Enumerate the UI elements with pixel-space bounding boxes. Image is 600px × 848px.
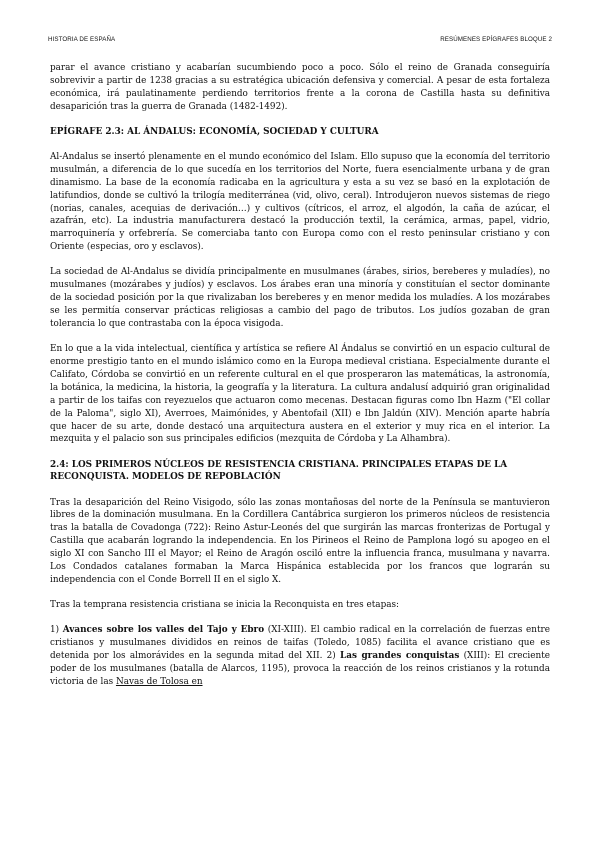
etapa-1-title: Avances sobre los valles del Tajo y Ebro [62, 625, 265, 636]
paragraph-cultura: En lo que a la vida intelectual, científica y artística se refiere Al Ándalus se convirtió en un espacio cultural de enorme prestigio tanto en el mundo islámico como en la Europa medieval cristiana. Especialmente durante el Califato, Córdoba se convirtió en un referente cultural en el que prosperaron las matemáticas, la astronomía, la botánica, la medicina, la historia, la geografía y la literatura. La cultura andalusí adquirió gran originalidad a partir de los taifas con reyezuelos que actuaron como mecenas. Destacan figuras como Ibn Hazm ("El collar de la Paloma", siglo XI), Averroes, Maimónides, y Abentofail (XII) e Ibn Jaldún (XIV). Mención aparte habría que hacer de su arte, donde destacó una arquitectura austera en el exterior y muy rica en el interior. La mezquita y el palacio son sus principales edificios (mezquita de Córdoba y La Alhambra). [50, 344, 550, 445]
paragraph-nucleos: Tras la desaparición del Reino Visigodo, sólo las zonas montañosas del norte de la Península se mantuvieron libres de la dominación musulmana. En la Cordillera Cantábrica surgieron los primeros núcleos de resistencia tras la batalla de Covadonga (722): Reino Astur-Leonés del que surgirán las marcas fronterizas de Portugal y Castilla que acabarán logrando la independencia. En los Pirineos el Reino de Pamplona logó su apogeo en el siglo XI con Sancho III el Mayor; el Reino de Aragón osciló entre la influencia franca, musulmana y navarra. Los Condados catalanes formaban la Marca Hispánica establecida por los francos que lograrán su independencia con el Conde Borrell II en el siglo X. [50, 497, 550, 585]
paragraph-intro: parar el avance cristiano y acabarían sucumbiendo poco a poco. Sólo el reino de Granada conseguiría sobrevivir a partir de 1238 gracias a su estratégica ubicación defensiva y comercial. A pesar de esta fortaleza económica, irá paulatinamente perdiendo territorios frente a la corona de Castilla hasta su definitiva desaparición tras la guerra de Granada (1482-1492). [50, 63, 550, 112]
header-section: RESÚMENES EPÍGRAFES BLOQUE 2 [440, 36, 552, 43]
etapa-1-text: (XI-XIII). El cambio radical en la correlación de fuerzas entre cristianos y musulmanes divididos en reinos de taifas (Toledo, 1085) facilita el avance cristiano que es detenida por los almorávides en la segunda mitad del XII. 2) [50, 625, 550, 661]
document-body [50, 62, 550, 701]
paragraph-etapas [50, 624, 550, 689]
heading-epigrafe-2-3: EPÍGRAFE 2.3: AL ÁNDALUS: ECONOMÍA, SOCIEDAD Y CULTURA [50, 126, 379, 137]
navas-de-tolosa-underlined: Navas de Tolosa en [115, 676, 203, 687]
etapa-2-text: (XIII): El creciente poder de los musulmanes (batalla de Alarcos, 1195), provoca la reacción de los reinos cristianos y la rotunda victoria de las [50, 650, 550, 687]
heading-epigrafe-2-4: 2.4: LOS PRIMEROS NÚCLEOS DE RESISTENCIA CRISTIANA. PRINCIPALES ETAPAS DE LA RECONQUISTA. MODELOS DE REPOBLACIÓN [50, 459, 508, 483]
etapa-1-number: 1) [50, 625, 63, 636]
paragraph-etapas-intro: Tras la temprana resistencia cristiana se inicia la Reconquista en tres etapas: [50, 600, 400, 611]
paragraph-sociedad: La sociedad de Al-Andalus se dividía principalmente en musulmanes (árabes, sirios, bereberes y muladíes), no musulmanes (mozárabes y judíos) y esclavos. Los árabes eran una minoría y constituían el sector dominante de la sociedad posición por la que rivalizaban los bereberes y en menor medida los muladíes. A los mozárabes se les permitía conservar prácticas religiosas a cambio del pago de tributos. Los judíos gozaban de gran tolerancia lo que contrastaba con la época visigoda. [50, 267, 550, 329]
paragraph-economia: Al-Andalus se insertó plenamente en el mundo económico del Islam. Ello supuso que la economía del territorio musulmán, a diferencia de lo que sucedía en los territorios del Norte, fuera esencialmente urbana y de gran dinamismo. La base de la economía radicaba en la agricultura y esta a su vez se basó en la explotación de latifundios, donde se cultivó la trilogía mediterránea (vid, olivo, ceral). Introdujeron nuevos sistemas de riego (norias, canales, acequias de derivación…) y cultivos (cítricos, el arroz, el algodón, la caña de azúcar, el azafrán, etc). La industria manufacturera destacó la producción textil, la cerámica, armas, papel, vidrio, marroquinería y orfebrería. Se comerciaba tanto con Europa como con el resto peninsular cristiano y con Oriente (especias, oro y esclavos). [50, 151, 550, 253]
header-subject: HISTORIA DE ESPAÑA [48, 36, 116, 43]
page-header [0, 36, 600, 48]
etapa-2-title: Las grandes conquistas [340, 650, 460, 661]
